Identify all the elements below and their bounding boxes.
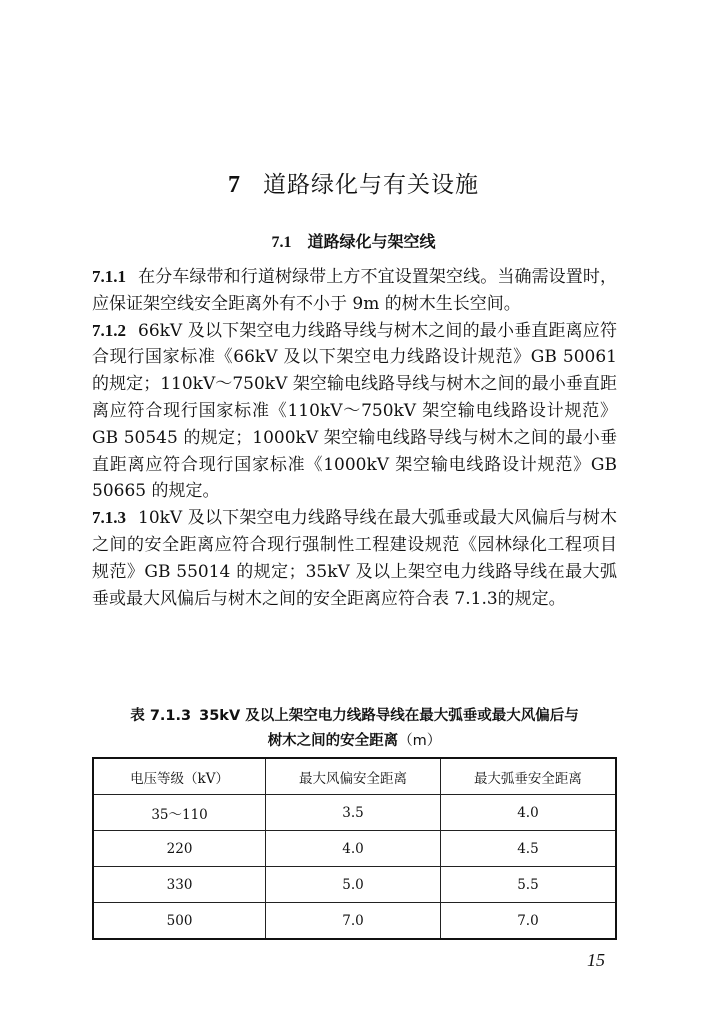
table-cell: 5.5 bbox=[440, 867, 616, 903]
table-caption-unit: （m） bbox=[398, 733, 442, 749]
clause-number: 7.1.3 bbox=[92, 508, 126, 528]
clause-paragraph bbox=[92, 264, 617, 318]
clause-number: 7.1.1 bbox=[92, 267, 126, 286]
body-text bbox=[92, 264, 617, 612]
chapter-title-text: 道路绿化与有关设施 bbox=[263, 172, 479, 198]
clause-text: 66kV 及以下架空电力线路导线与树木之间的最小垂直距离应符合现行国家标准《66kV 及以下架空电力线路设计规范》GB 50061 的规定；110kV～750kV 架空输电线路导线与树木之间的最小垂直距离应符合现行国家标准《110kV～750kV 架空输电线路设计规范》GB 50545 的规定；1000kV 架空输电线路导线与树木之间的最小垂直距离应符合现行国家标准《1000kV 架空输电线路设计规范》GB 50665 的规定。 bbox=[92, 320, 617, 502]
section-title bbox=[0, 229, 707, 252]
table-cell: 500 bbox=[93, 903, 266, 940]
table-row bbox=[93, 831, 616, 867]
table-caption bbox=[92, 704, 617, 754]
table-caption-line2: 树木之间的安全距离 bbox=[267, 733, 399, 749]
table-caption-number: 表 7.1.3 bbox=[130, 708, 192, 724]
section-number: 7.1 bbox=[271, 234, 292, 251]
table-cell: 3.5 bbox=[266, 795, 441, 831]
table-cell: 5.0 bbox=[266, 867, 441, 903]
table-row bbox=[93, 867, 616, 903]
table-header-cell: 最大风偏安全距离 bbox=[266, 758, 441, 795]
clause-paragraph bbox=[92, 318, 617, 506]
section-title-text: 道路绿化与架空线 bbox=[307, 232, 436, 251]
table-cell: 35～110 bbox=[93, 795, 266, 831]
table-cell: 7.0 bbox=[440, 903, 616, 940]
chapter-title bbox=[0, 166, 707, 199]
table-row bbox=[93, 795, 616, 831]
table-cell: 4.0 bbox=[266, 831, 441, 867]
clause-text: 在分车绿带和行道树绿带上方不宜设置架空线。当确需设置时，应保证架空线安全距离外有不小于 9m 的树木生长空间。 bbox=[92, 267, 617, 314]
clause-text: 10kV 及以下架空电力线路导线在最大弧垂或最大风偏后与树木之间的安全距离应符合现行强制性工程建设规范《园林绿化工程项目规范》GB 55014 的规定；35kV 及以上架空电力线路导线在最大弧垂或最大风偏后与树木之间的安全距离应符合表 7.1.3的规定。 bbox=[92, 508, 617, 609]
table-caption-line2-wrap bbox=[92, 729, 617, 754]
table-header-cell: 最大弧垂安全距离 bbox=[440, 758, 616, 795]
safety-distance-table bbox=[92, 757, 617, 940]
table-row bbox=[93, 903, 616, 940]
table-cell: 7.0 bbox=[266, 903, 441, 940]
table-caption-line1: 35kV 及以上架空电力线路导线在最大弧垂或最大风偏后与 bbox=[199, 708, 579, 724]
chapter-number: 7 bbox=[228, 172, 241, 198]
table-cell: 220 bbox=[93, 831, 266, 867]
table-cell: 4.5 bbox=[440, 831, 616, 867]
table-cell: 4.0 bbox=[440, 795, 616, 831]
clause-number: 7.1.2 bbox=[92, 320, 126, 340]
table-header-row bbox=[93, 758, 616, 795]
table-cell: 330 bbox=[93, 867, 266, 903]
page-number: 15 bbox=[587, 950, 605, 970]
clause-paragraph bbox=[92, 505, 617, 612]
table-header-cell: 电压等级（kV） bbox=[93, 758, 266, 795]
